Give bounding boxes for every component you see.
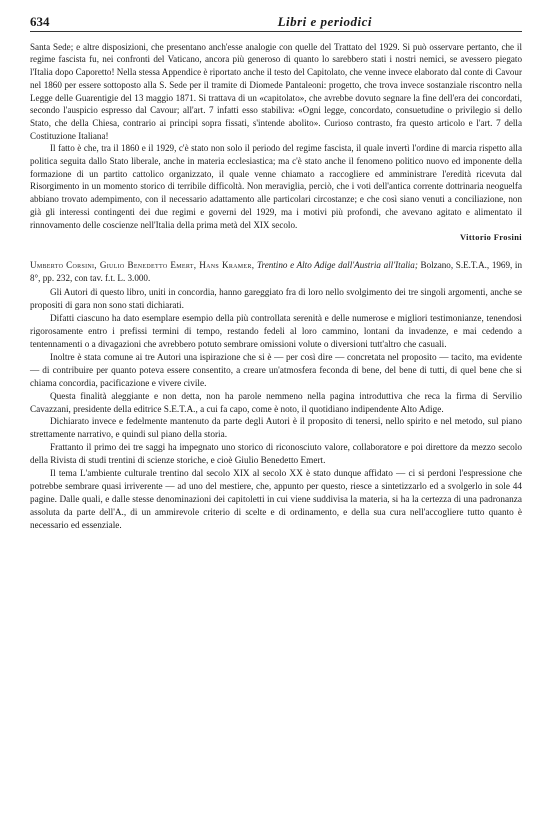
paragraph: Il tema L'ambiente culturale trentino dal secolo XIX al secolo XX è stato dunque affidato — ci si perdoni l'espressione che potrebbe sembrare quasi irriverente — ad uno del mestiere, che, appunto per questo, riesce a sintetizzarlo ed a svolgerlo in sole 44 pagine. Dalle quali, e dalle stesse denominazioni dei capitoletti in cui viene suddivisa la materia, si ha la certezza di una padronanza assoluta da parte dell'A., di un ammirevole criterio di scelte e di ordinamento, e della sua cura nell'accogliere tutto quanto è necessario ed essenziale. — [30, 469, 522, 531]
book-review — [30, 259, 522, 533]
page-header — [30, 16, 522, 32]
paragraph: Santa Sede; e altre disposizioni, che presentano anch'esse analogie con quelle del Trattato del 1929. Si può osservare pertanto, che il regime fascista fu, nei confronti del Vaticano, ancora più generoso di quanto lo sarebbero stati i nostri nemici, se avessero piegato l'Italia dopo Caporetto! Nella stessa Appendice è riportato anche il testo del Capitolato, che venne invece elaborato dal conte di Cavour nel 1860 per essere sottoposto alla S. Sede per il tramite di Diomede Pantaleoni: progetto, che trova invece sostanziale riscontro nella Legge delle Guarentigie del 13 maggio 1871. Si trattava di un «capitolato», che avrebbe dovuto segnare la fine dell'era dei concordati, secondo l'auspicio espresso dal Cavour; all'art. 7 infatti esso stabiliva: «Ogni legge, concordato, consuetudine o privilegio si dello Stato, che della Chiesa, contrario ai principi sopra fissati, s'intende abolito». Curioso contrasto, fra questo articolo e l'art. 7 della Costituzione Italiana! — [30, 41, 522, 141]
page-number: 634 — [30, 14, 50, 29]
paragraph: Gli Autori di questo libro, uniti in concordia, hanno gareggiato fra di loro nello svolgimento dei tre singoli argomenti, anche se propositi di gara non sono stati dichiarati. — [30, 288, 522, 312]
review-title: Trentino e Alto Adige dall'Austria all'Italia; — [256, 259, 418, 270]
running-head: Libri e periodici — [277, 14, 372, 29]
author-signature: Vittorio Frosini — [460, 233, 522, 243]
article-continuation — [30, 41, 522, 245]
paragraph: Frattanto il primo dei tre saggi ha impegnato uno storico di riconosciuto valore, collaboratore e poi direttore da mezzo secolo della Rivista di studi trentini di scienze storiche, e cioè Giulio Benedetto Emert. — [30, 443, 522, 467]
paragraph: Il fatto è che, tra il 1860 e il 1929, c'è stato non solo il periodo del regime fascista, il quale invertì l'ordine di marcia rispetto alla politica seguita dallo Stato liberale, anche in materia ecclesiastica; ma c'è stato anche il fenomeno politico nuovo ed imponente della formazione di un partito cattolico organizzato, il quale venne chiamato a raccogliere ed amministrare l'eredità ricevuta dal Risorgimento in un momento storico di terribile difficoltà. Non meraviglia, perciò, che i voti dell'antica corrente dottrinaria neoguelfa abbiano trovato adempimento, con il necessario adattamento alle particolari circostanze; e che così siano venuti a conciliazione, non già gli interessi contingenti dei due regimi e governi del 1929, ma i motivi più profondi, che avevano agitato e alimentato il rinnovamento delle coscienze nell'Italia della prima metà del XIX secolo. — [30, 143, 522, 230]
review-citation — [30, 259, 522, 284]
paragraph: Difatti ciascuno ha dato esemplare esempio della più controllata serenità e delle numerose e migliori testimonianze, tenendosi rigorosamente entro i prefissi termini di tempo, restando fedeli al loro cammino, lontani da invadenze, e mai cedendo a tentennamenti o a divagazioni che avrebbero potuto sembrare omissioni volute o diversioni tutt'altro che casuali. — [30, 314, 522, 350]
paragraph: Questa finalità aleggiante e non detta, non ha parole nemmeno nella pagina introduttiva che reca la firma di Servilio Cavazzani, presidente della editrice S.E.T.A., a cui fa capo, come è noto, il quotidiano indipendente Alto Adige. — [30, 391, 522, 415]
paragraph: Dichiarato invece e fedelmente mantenuto da parte degli Autori è il proposito di tenersi, nello spirito e nel metodo, sul piano strettamente narrativo, e quindi sul piano della storia. — [30, 417, 522, 441]
review-publication: Bolzano, S.E.T.A., 1969, in 8°, pp. 232, con tav. f.t. L. 3.000. — [30, 259, 523, 283]
paragraph: Inoltre è stata comune ai tre Autori una ispirazione che si è — per così dire — concretata nel proposito — tacito, ma evidente — di contribuire per quanto poteva essere consentito, a creare un'atmosfera feconda di bene, del bene di tutti, di quel bene che si chiama concordia, pacificazione e vivere civile. — [30, 352, 522, 389]
review-authors: Umberto Corsini, Giulio Benedetto Emert, Hans Kramer, — [30, 259, 255, 270]
